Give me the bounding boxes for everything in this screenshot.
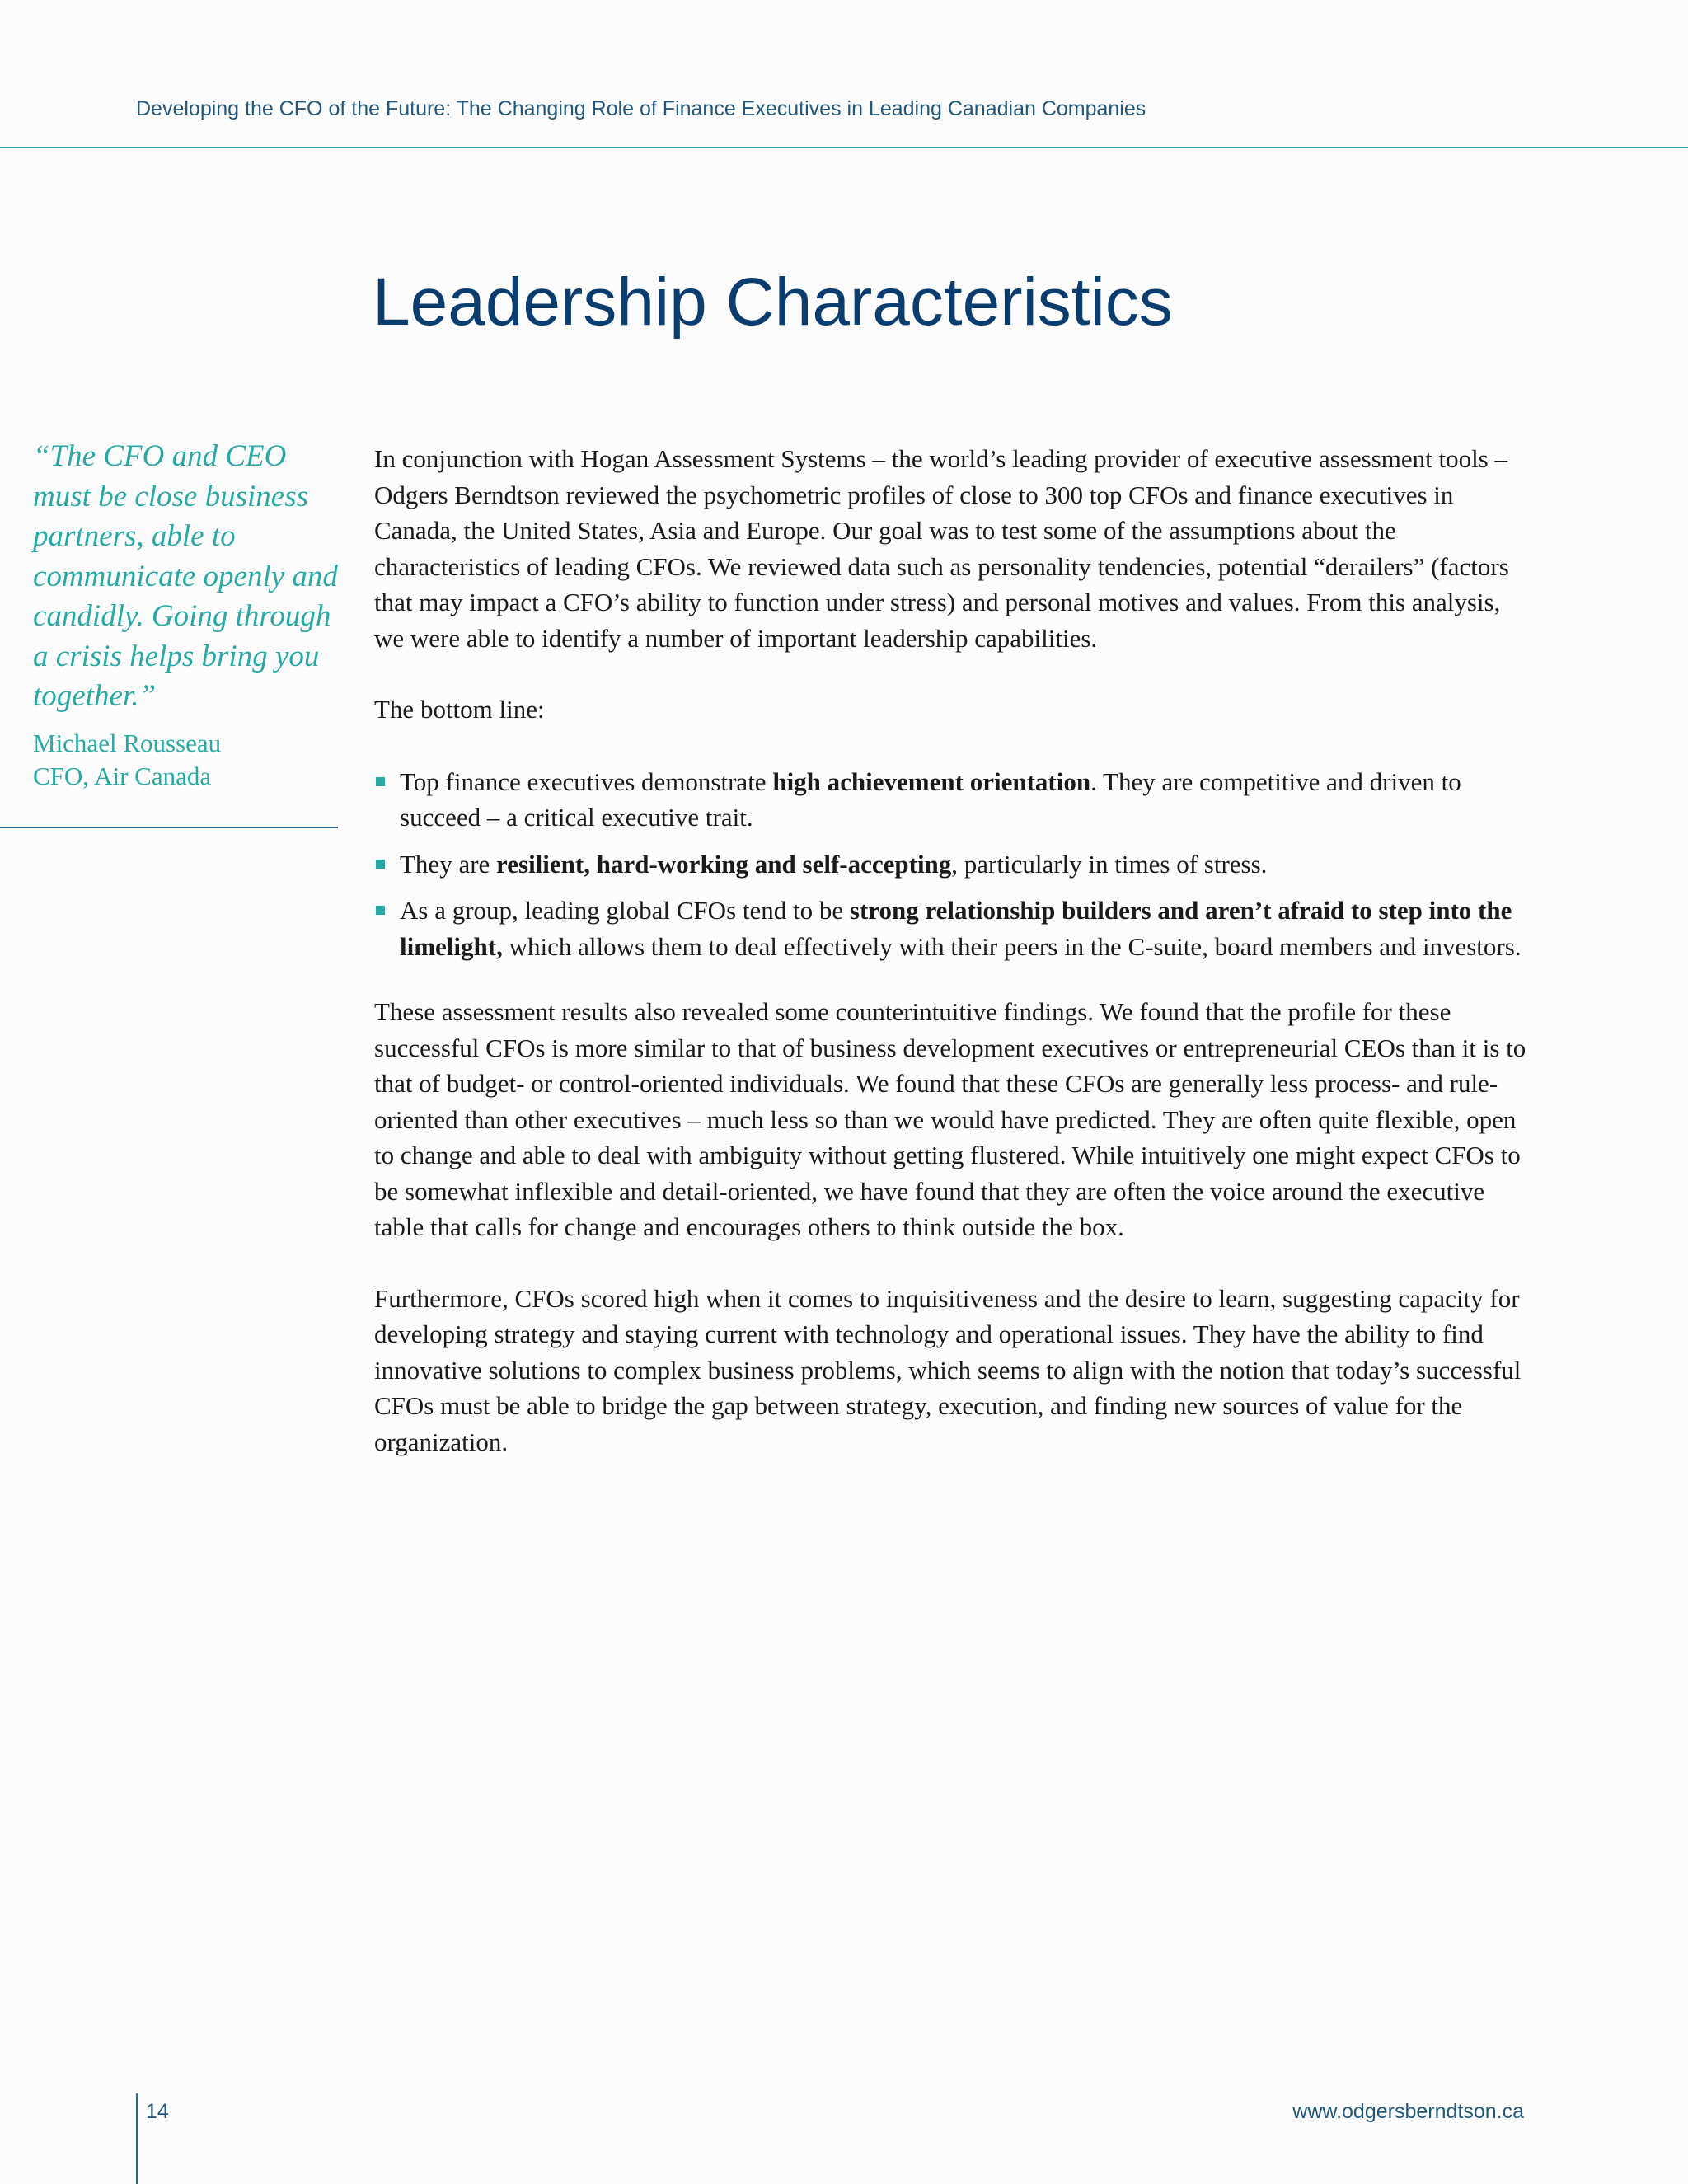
quote-text: “The CFO and CEO must be close business partners, able to communicate openly and candidly. Going through a crisis helps bring you together.” [33,439,338,713]
square-bullet-icon [376,906,385,915]
header-divider [0,147,1688,148]
furthermore-paragraph: Furthermore, CFOs scored high when it comes to inquisitiveness and the desire to learn, suggesting capacity for developing strategy and staying current with technology and operational issues. They have the ability to find innovative solutions to complex business problems, which seems to align with the notion that today’s successful CFOs must be able to bridge the gap between strategy, execution, and finding new sources of value for the organization. [374,1283,1522,1456]
list-item: As a group, leading global CFOs tend to be strong relationship builders and aren’t afraid to step into the limelight, which allows them to deal effectively with their peers in the C-suite, board members and investors. [374,893,1532,964]
body-text [374,441,1532,1460]
square-bullet-icon [376,777,385,786]
quote-attribution-name: Michael Rousseau [33,728,222,757]
pull-quote-divider [0,827,338,828]
findings-list [374,764,1532,965]
list-item: Top finance executives demonstrate high achievement orientation. They are competitive and driven to succeed – a critical executive trait. [374,764,1532,836]
list-item: They are resilient, hard-working and self-accepting, particularly in times of stress. [374,846,1532,883]
pull-quote [33,437,340,793]
page-title: Leadership Characteristics [373,265,1173,340]
running-header: Developing the CFO of the Future: The Changing Role of Finance Executives in Leading Canadian Companies [136,97,1146,120]
intro-paragraph: In conjunction with Hogan Assessment Systems – the world’s leading provider of executive assessment tools – Odgers Berndtson reviewed the psychometric profiles of close to 300 top CFOs and finance executives in Canada, the United States, Asia and Europe. Our goal was to test some of the assumptions about the characteristics of leading CFOs. We reviewed data such as personality tendencies, potential “derailers” (factors that may impact a CFO’s ability to function under stress) and personal motives and values. From this analysis, we were able to identify a number of important leadership capabilities. [374,444,1509,653]
footer-divider [136,2093,138,2184]
quote-attribution-role: CFO, Air Canada [33,761,212,790]
counterintuitive-paragraph: These assessment results also revealed some counterintuitive findings. We found that the profile for these successful CFOs is more similar to that of business development executives or entrepreneurial CEOs than it is to that of budget- or control-oriented individuals. We found that these CFOs are generally less process- and rule-oriented than other executives – much less so than we would have predicted. They are often quite flexible, open to change and able to deal with ambiguity without getting flustered. While intuitively one might expect CFOs to be somewhat inflexible and detail-oriented, we have found that they are often the voice around the executive table that calls for change and encourages others to think outside the box. [374,997,1526,1241]
page-number: 14 [146,2100,169,2123]
bottom-line-label: The bottom line: [374,695,545,724]
square-bullet-icon [376,860,385,869]
footer-url: www.odgersberndtson.ca [1292,2100,1524,2123]
